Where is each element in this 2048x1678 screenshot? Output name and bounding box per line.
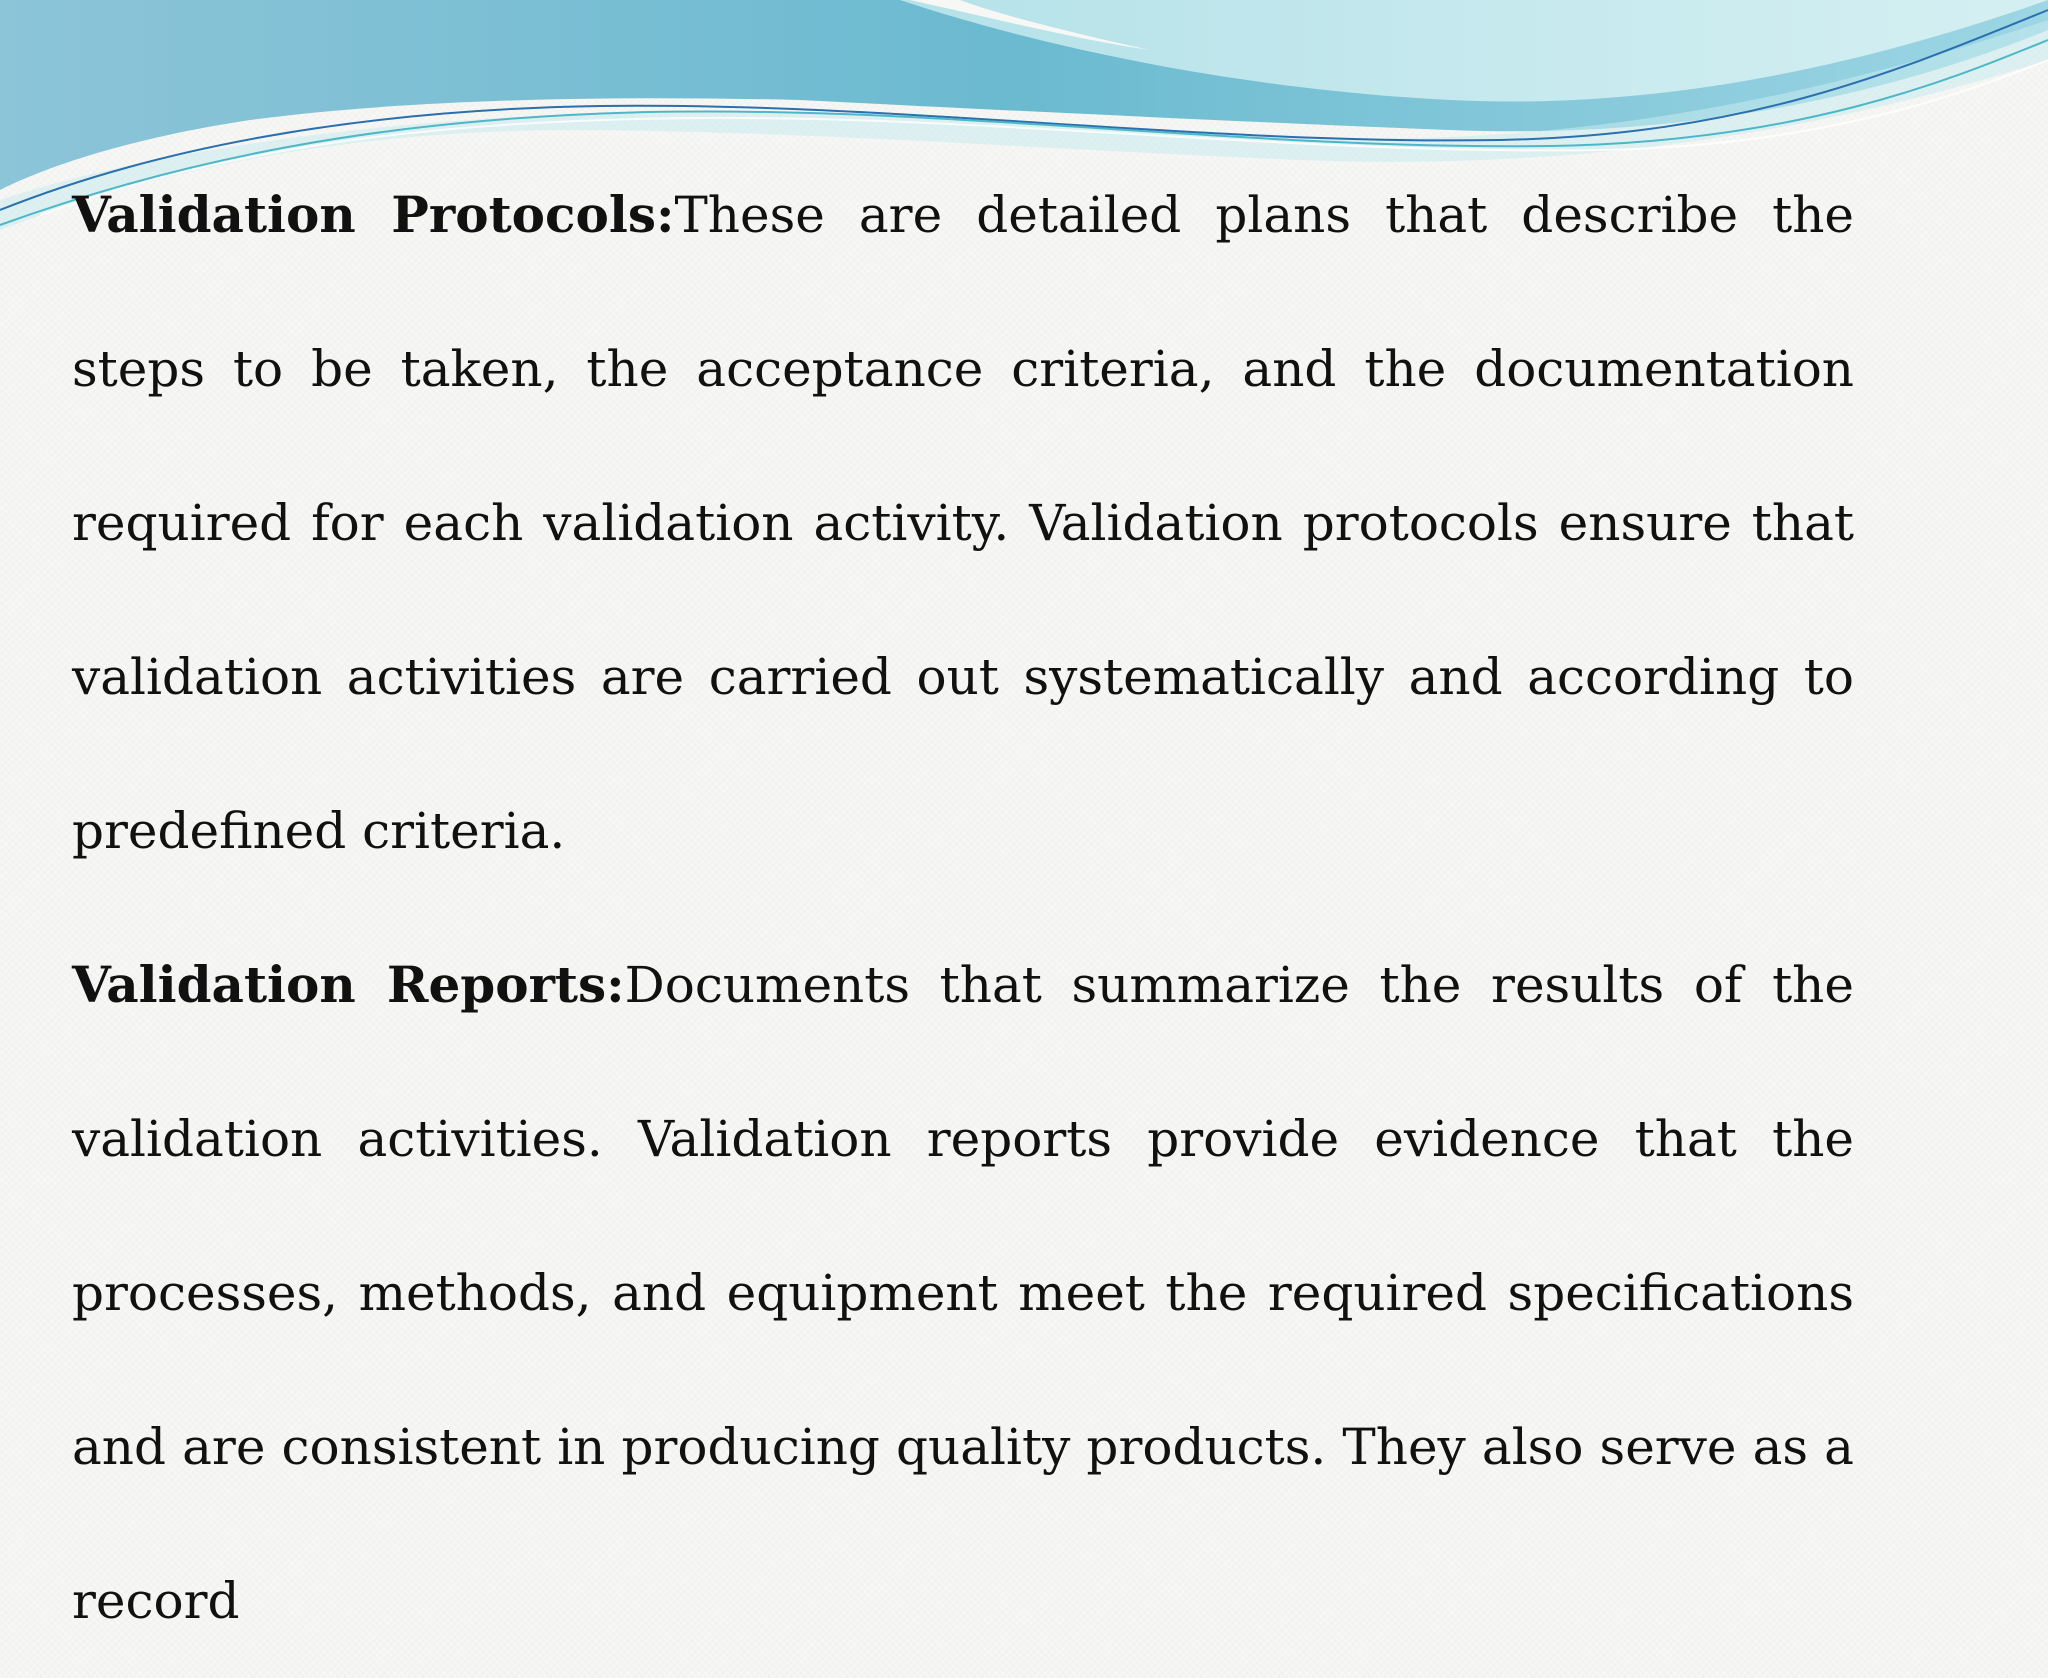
term-validation-protocols: Validation Protocols:	[72, 185, 675, 244]
paragraph-validation-protocols	[72, 138, 1854, 908]
paragraph-validation-reports	[72, 908, 1854, 1678]
definition-validation-protocols: These are detailed plans that describe the steps to be taken, the acceptance criteria, and the documentation required for each validation activity. Validation protocols ensure that validation activities are carried out systematically and according to predefined criteria.	[72, 186, 1854, 860]
body-text	[72, 138, 1854, 1678]
term-validation-reports: Validation Reports:	[72, 955, 625, 1014]
definition-validation-reports: Documents that summarize the results of the validation activities. Validation reports provide evidence that the processes, methods, and equipment meet the required specifications and are consistent in producing quality products. They also serve as a record	[72, 956, 1854, 1630]
